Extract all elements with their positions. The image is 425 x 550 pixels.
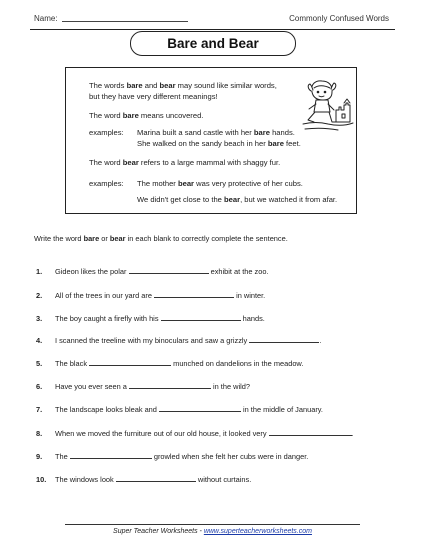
keyword: bear	[224, 195, 241, 204]
bare-definition: The word bare means uncovered.	[89, 111, 204, 120]
name-label: Name:	[34, 14, 58, 23]
question-number: 1.	[36, 267, 43, 276]
question-text: exhibit at the zoo.	[208, 267, 269, 276]
answer-blank[interactable]	[161, 313, 241, 321]
keyword: bear	[122, 158, 139, 167]
question-text: in the middle of January.	[240, 405, 323, 414]
question-number: 4.	[36, 336, 43, 345]
question-row	[36, 428, 354, 438]
question-number: 3.	[36, 314, 43, 323]
question-row	[36, 335, 321, 345]
keyword: bear	[177, 179, 194, 188]
answer-blank[interactable]	[249, 335, 322, 345]
question-text: The windows look	[55, 475, 116, 484]
bear-examples-label: examples:	[89, 179, 124, 188]
bear-example-1: The mother bear was very protective of her cubs.	[137, 179, 303, 188]
name-field-line[interactable]	[62, 21, 188, 22]
question-text: .	[351, 429, 354, 438]
question-text: in the wild?	[210, 382, 250, 391]
bear-example-2: We didn't get close to the bear, but we watched it from afar.	[137, 195, 338, 204]
keyword: bare	[267, 139, 284, 148]
instructions: Write the word bare or bear in each blank to correctly complete the sentence.	[34, 234, 288, 243]
answer-blank[interactable]	[269, 428, 352, 436]
question-text: in winter.	[234, 291, 266, 300]
footer-divider	[65, 524, 360, 525]
intro-line-1: The words bare and bear may sound like similar words,	[89, 81, 277, 90]
worksheet-type: Commonly Confused Words	[289, 14, 389, 23]
bare-example-1: Marina built a sand castle with her bare hands.	[137, 128, 295, 137]
answer-blank[interactable]	[70, 451, 152, 459]
question-text: When we moved the furniture out of our old house, it looked very	[55, 429, 269, 438]
answer-blank[interactable]	[129, 381, 211, 389]
keyword: bare	[253, 128, 270, 137]
answer-blank[interactable]	[116, 474, 196, 482]
question-number: 7.	[36, 405, 43, 414]
question-text: The black	[55, 359, 90, 368]
question-text: I scanned the treeline with my binoculars and saw a grizzly	[55, 336, 250, 345]
question-row	[36, 474, 251, 484]
bare-example-2: She walked on the sandy beach in her bare feet.	[137, 139, 301, 148]
answer-blank[interactable]	[154, 290, 234, 298]
question-row	[36, 381, 250, 391]
header-divider	[30, 29, 395, 30]
question-number: 5.	[36, 359, 43, 368]
question-text: Have you ever seen a	[55, 382, 129, 391]
question-number: 2.	[36, 291, 43, 300]
question-number: 6.	[36, 382, 43, 391]
question-text: The boy caught a firefly with his	[55, 314, 161, 323]
question-row	[36, 266, 269, 276]
keyword: bare	[83, 234, 100, 243]
question-row	[36, 451, 308, 461]
footer	[0, 528, 425, 535]
footer-url-link[interactable]: www.superteacherworksheets.com	[203, 528, 312, 535]
answer-blank[interactable]	[159, 404, 241, 412]
keyword: bear	[109, 234, 126, 243]
question-text: .	[319, 336, 322, 345]
intro-line-2: but they have very different meanings!	[89, 92, 218, 101]
bare-examples-label: examples:	[89, 128, 124, 137]
question-number: 9.	[36, 452, 43, 461]
question-row	[36, 358, 303, 368]
bear-definition: The word bear refers to a large mammal with shaggy fur.	[89, 158, 281, 167]
question-row	[36, 290, 265, 300]
question-text: growled when she felt her cubs were in danger.	[151, 452, 309, 461]
answer-blank[interactable]	[129, 266, 209, 274]
question-number: 8.	[36, 429, 43, 438]
question-text: All of the trees in our yard are	[55, 291, 155, 300]
keyword: bare	[126, 81, 143, 90]
question-text: munched on dandelions in the meadow.	[171, 359, 304, 368]
question-text: hands.	[240, 314, 265, 323]
question-row	[36, 404, 323, 414]
answer-blank[interactable]	[89, 358, 171, 366]
footer-brand: Super Teacher Worksheets -	[113, 528, 204, 535]
question-text: Gideon likes the polar	[55, 267, 129, 276]
question-text: The landscape looks bleak and	[55, 405, 159, 414]
keyword: bare	[122, 111, 139, 120]
page-title: Bare and Bear	[130, 31, 296, 56]
question-text: The	[55, 452, 70, 461]
question-number: 10.	[36, 475, 47, 484]
question-row	[36, 313, 265, 323]
question-text: without curtains.	[195, 475, 252, 484]
keyword: bear	[159, 81, 176, 90]
girl-sandcastle-illustration	[302, 78, 354, 136]
